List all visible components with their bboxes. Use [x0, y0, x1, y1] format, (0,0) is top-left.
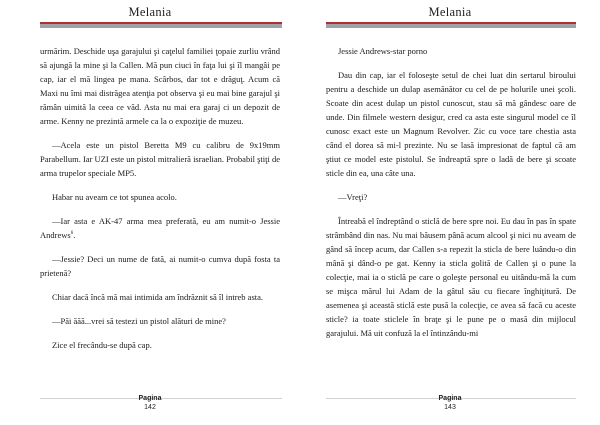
paragraph-text: —Iar asta e AK-47 arma mea preferată, eu am numit-o Jessie Andrews	[40, 216, 280, 240]
paragraph: Habar nu aveam ce tot spunea acolo.	[52, 192, 177, 202]
paragraph: Chiar dacă încă mă mai intimida am îndrăznit să îl intreb asta.	[52, 292, 264, 302]
paragraph: Zice el frecându-se după cap.	[52, 340, 152, 350]
footnote-text: Jessie Andrews-star porno	[338, 46, 428, 56]
paragraph: —Jessie? Deci un nume de fată, ai numit-o cumva după fosta ta prietenă?	[40, 254, 280, 278]
right-page	[300, 0, 600, 425]
paragraph-with-footnote: —Iar asta e AK-47 arma mea preferată, eu am numit-o Jessie Andrews$^6$.	[40, 216, 280, 240]
header-rule-gray	[326, 24, 576, 28]
running-head: Melania	[128, 5, 172, 19]
footnote-mark[interactable]: 6	[70, 231, 74, 237]
paragraph: urmărim. Deschide uşa garajului şi caţelul familiei ţopaie zurliu vrând să ajungă la mine şi la Callen. Mă pun ciuci în faţa lui şi îl mangâi pe cap, iar el mă lingea pe mana. Scârbos, dar tot e drăguţ. Acum că Maxi nu îmi mai distrăgea atenţia pot observa şi eu mai bine garajul şi rămân uimită la ceea ce văd. Asta nu mai era garaj ci un depozit de arme. Kenny ne prezintă armele ca la o expoziţie de muzeu.	[40, 46, 280, 126]
paragraph: —Acela este un pistol Beretta M9 cu calibru de 9x19mm Parabellum. Iar UZI este un pistol mitralieră israelian. Probabil ştiţi de arma trupelor speciale MP5.	[40, 140, 280, 178]
page-body	[40, 44, 280, 362]
footer-label: Pagina	[138, 395, 162, 402]
paragraph: Dau din cap, iar el foloseşte setul de chei luat din sertarul biroului pentru a deschide un dulap asemănător cu cel de pe holurile unei şcoli. Scoate din acest dulap un pistol cunoscut, stau să mă gândesc oare de unde. Din filmele western desigur, cred ca asta este singurul model ce îl cunosc exact este un Magnum Revolver. Zic cu voce tare chestia asta când el dorea să mi-l prezinte. Nu se lasă impresionat de faptul că am ştiut ce model este pistolul. Se îndreaptă spre o ladă de bere şi scoate sticle din ea, una câte una.	[326, 70, 576, 178]
page-number: 142	[144, 404, 156, 411]
paragraph: —Păi ăăă...vrei să testezi un pistol alături de mine?	[52, 316, 226, 326]
footer-label: Pagina	[438, 395, 462, 402]
paragraph: —Vreţi?	[338, 192, 368, 202]
paragraph: Întreabă el îndreptând o sticlă de bere spre noi. Eu dau în pas în spate strâmbând din nas. Nu mai băusem până acum alcool şi nici nu aveam de gând să încep acum, dar Callen s-a repezit la sticla de bere luându-o din mână şi dând-o pe gat. Kenny ia sticla golită de Callen şi o pune la colecţie, mai ia o sticlă pe care o goleşte personal eu uitându-mă la cum se mişca mărul lui Adam de la gâtul său cu fiecare înghiţitură. De asemenea şi această sticlă este pusă la colecţie, ce avea să facă cu aceste sticle? ia toate sticlele în braţe şi le pune pe o masă din mijlocul garajului. Mă uit confuză la el întinzându-mi	[326, 216, 576, 338]
running-head: Melania	[428, 5, 472, 19]
page-body	[326, 44, 576, 350]
page-number: 143	[444, 404, 456, 411]
header-rule-gray	[40, 24, 282, 28]
